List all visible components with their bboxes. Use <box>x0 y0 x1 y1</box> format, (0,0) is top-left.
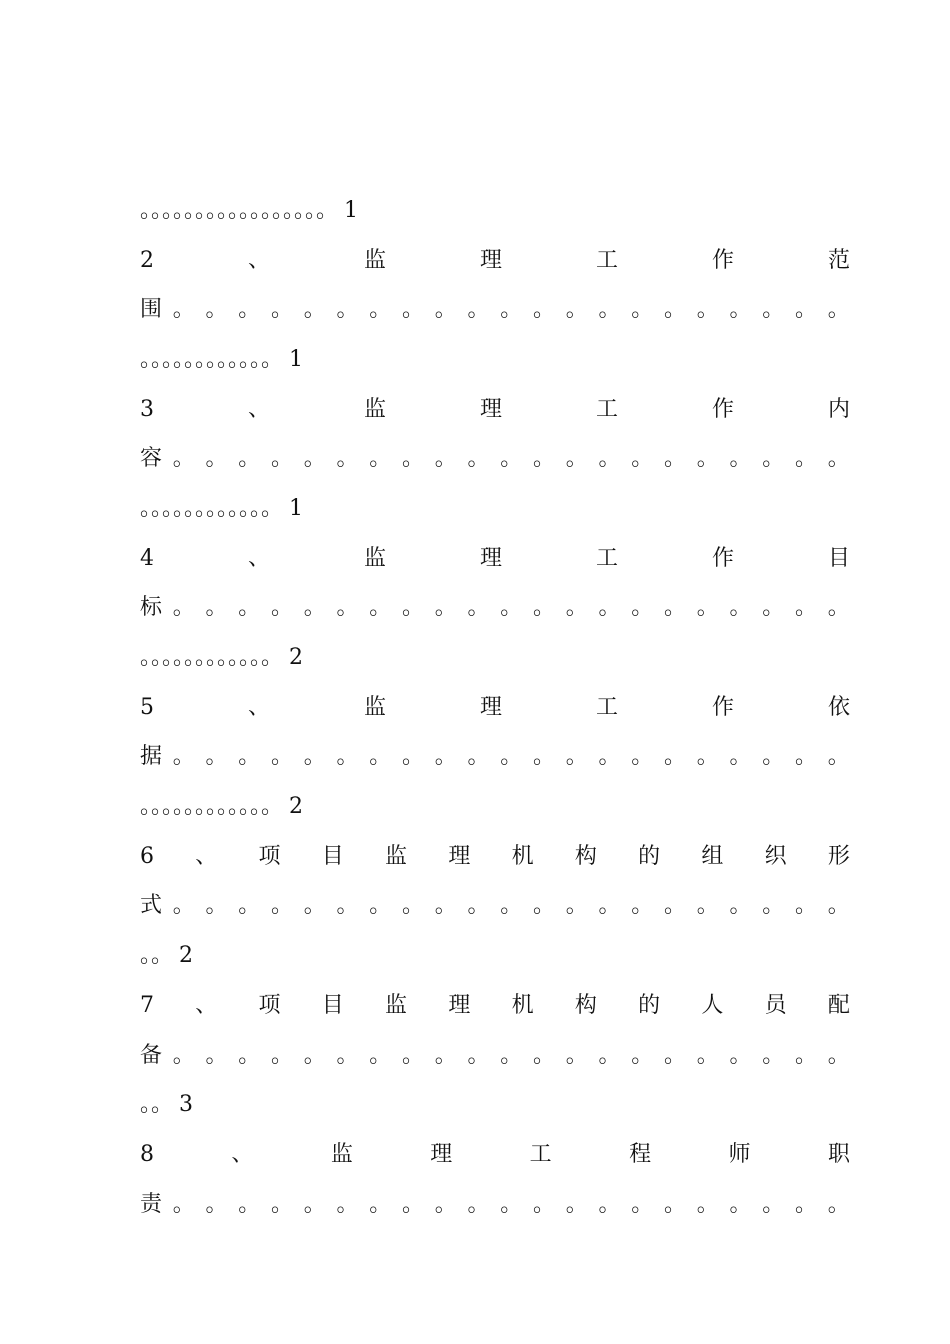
toc-leader-dot: 。 <box>336 744 359 770</box>
toc-entry-title-char: 备 <box>140 1042 163 1068</box>
toc-entry-number: 8 <box>140 1141 154 1167</box>
toc-leader-dot: 。 <box>500 595 523 621</box>
toc-entry-title-line <box>140 1130 850 1180</box>
toc-leader-dot: 。 <box>598 1042 621 1068</box>
toc-leader-dot: 。 <box>533 1191 556 1217</box>
toc-entry-title-char: 员 <box>764 992 787 1018</box>
toc-leader-dot: 。 <box>729 1042 752 1068</box>
toc-leader-dot: 。 <box>238 446 261 472</box>
toc-entry-title-char: 人 <box>701 992 724 1018</box>
toc-entry-title-char: 理 <box>479 545 502 571</box>
toc-page-number: 3 <box>179 1092 194 1118</box>
toc-leader-dot: 。 <box>205 1191 228 1217</box>
toc-leader-dot: 。 <box>565 1191 588 1217</box>
toc-leader-dot: 。 <box>729 1191 752 1217</box>
toc-leader-dot: 。 <box>500 1191 523 1217</box>
toc-leader-dot: 。 <box>467 446 490 472</box>
toc-leader-dot: 。 <box>336 893 359 919</box>
toc-entry-title-char: 理 <box>448 992 471 1018</box>
toc-entry-title-char: 机 <box>511 992 534 1018</box>
toc-page-number: 1 <box>344 197 359 223</box>
toc-leader-dot: 。 <box>369 595 392 621</box>
toc-leader-dot: 。 <box>533 893 556 919</box>
toc-leader-dot: 。 <box>303 595 326 621</box>
toc-leader-dot: 。 <box>271 744 294 770</box>
toc-entry-title-char: 容 <box>140 446 163 472</box>
toc-entry-title-char: 式 <box>140 893 163 919</box>
toc-leader-dot: 。 <box>500 446 523 472</box>
toc-leader-dot: 。 <box>598 297 621 323</box>
toc-leader-dot: 。 <box>631 446 654 472</box>
toc-entry-title-char: 监 <box>330 1141 353 1167</box>
toc-leader-dot: 。 <box>271 1191 294 1217</box>
toc-entry-title-char: 标 <box>140 595 163 621</box>
toc-page-number: 2 <box>289 645 304 671</box>
toc-leader-dot: 。 <box>696 297 719 323</box>
toc-entry-title-char: 构 <box>574 992 597 1018</box>
toc-leader-dot: 。 <box>565 595 588 621</box>
toc-page-number: 2 <box>289 794 304 820</box>
toc-leader-dot: 。 <box>565 744 588 770</box>
toc-leader-dot: 。 <box>696 893 719 919</box>
toc-leader-dot: 。 <box>336 297 359 323</box>
toc-leader-dot: 。 <box>402 297 425 323</box>
toc-entry-title-char: 监 <box>363 247 386 273</box>
toc-leader-dot: 。 <box>795 595 818 621</box>
toc-leader-dot: 。 <box>729 446 752 472</box>
toc-leader-dot: 。 <box>434 297 457 323</box>
toc-leader-dot: 。 <box>205 446 228 472</box>
toc-leader-dot: 。 <box>238 1191 261 1217</box>
toc-leader-dot: 。 <box>467 744 490 770</box>
toc-entry-title-char: 监 <box>385 992 408 1018</box>
toc-leader-dot: 。 <box>205 744 228 770</box>
toc-leader-dot: 。 <box>172 744 195 770</box>
toc-entry-page-line <box>140 633 850 683</box>
toc-leader-dot: 。 <box>369 893 392 919</box>
toc-entry-leader-line <box>140 733 850 783</box>
toc-entry-page-line <box>140 186 850 236</box>
toc-leader-dot: 。 <box>696 744 719 770</box>
toc-leader-dot: 。 <box>402 1191 425 1217</box>
toc-leader-dot: 。 <box>172 893 195 919</box>
toc-leader-dot: 。 <box>434 1191 457 1217</box>
toc-leader-dot: 。 <box>631 893 654 919</box>
toc-entry-page-line <box>140 1080 850 1130</box>
toc-leader-dot: 。 <box>271 446 294 472</box>
toc-leader-dot: 。 <box>336 1042 359 1068</box>
toc-entry-title-char: 理 <box>448 843 471 869</box>
toc-leader-dot: 。 <box>238 744 261 770</box>
toc-entry-title-line <box>140 385 850 435</box>
toc-entry-title-char: 目 <box>321 843 344 869</box>
table-of-contents <box>140 186 850 1229</box>
toc-leader-dot: 。 <box>762 297 785 323</box>
toc-entry-leader-line <box>140 1031 850 1081</box>
toc-entry-title-char: 工 <box>595 694 618 720</box>
toc-leader-dot: 。 <box>500 744 523 770</box>
toc-page-number: 1 <box>289 346 304 372</box>
toc-leader-dot: 。 <box>729 595 752 621</box>
toc-leader-dot: 。 <box>565 297 588 323</box>
toc-leader-dot: 。 <box>467 893 490 919</box>
toc-leader-dot: 。 <box>303 297 326 323</box>
toc-entry-page-line <box>140 335 850 385</box>
toc-leader-dots: 。。。。。。。。。。。。 <box>140 346 284 372</box>
toc-leader-dot: 。 <box>271 297 294 323</box>
toc-leader-dot: 。 <box>565 893 588 919</box>
toc-leader-dot: 。 <box>795 446 818 472</box>
toc-entry-title-char: 构 <box>574 843 597 869</box>
toc-leader-dot: 。 <box>303 893 326 919</box>
toc-leader-dot: 。 <box>336 446 359 472</box>
toc-leader-dot: 。 <box>533 446 556 472</box>
toc-entry-title-char: 工 <box>595 396 618 422</box>
toc-leader-dot: 。 <box>271 1042 294 1068</box>
toc-leader-dot: 。 <box>729 893 752 919</box>
toc-entry-title-char: 、 <box>247 694 270 720</box>
toc-entry-title-char: 组 <box>701 843 724 869</box>
toc-leader-dot: 。 <box>369 1191 392 1217</box>
toc-leader-dot: 。 <box>664 595 687 621</box>
toc-leader-dot: 。 <box>795 297 818 323</box>
toc-entry-title-char: 理 <box>479 694 502 720</box>
toc-leader-dot: 。 <box>631 744 654 770</box>
toc-entry-title-char: 织 <box>764 843 787 869</box>
toc-leader-dot: 。 <box>434 595 457 621</box>
toc-leader-dot: 。 <box>467 297 490 323</box>
toc-leader-dot: 。 <box>303 1191 326 1217</box>
toc-leader-dot: 。 <box>238 1042 261 1068</box>
toc-leader-dot: 。 <box>500 297 523 323</box>
toc-entry-title-char: 、 <box>195 843 218 869</box>
toc-leader-dot: 。 <box>402 893 425 919</box>
toc-entry-title-char: 师 <box>728 1141 751 1167</box>
toc-leader-dot: 。 <box>827 893 850 919</box>
toc-entry-title-line <box>140 832 850 882</box>
toc-entry-title-char: 工 <box>529 1141 552 1167</box>
toc-entry-page-line <box>140 484 850 534</box>
toc-leader-dot: 。 <box>664 297 687 323</box>
toc-entry-title-char: 理 <box>430 1141 453 1167</box>
toc-entry-title-char: 作 <box>711 545 734 571</box>
toc-leader-dot: 。 <box>631 1042 654 1068</box>
toc-leader-dot: 。 <box>598 1191 621 1217</box>
toc-leader-dot: 。 <box>172 595 195 621</box>
toc-entry-title-char: 、 <box>247 545 270 571</box>
toc-entry-number: 6 <box>140 843 154 869</box>
toc-leader-dot: 。 <box>598 595 621 621</box>
toc-entry-title-char: 职 <box>827 1141 850 1167</box>
toc-entry-title-char: 责 <box>140 1191 163 1217</box>
toc-entry-title-char: 工 <box>595 545 618 571</box>
toc-leader-dot: 。 <box>205 595 228 621</box>
toc-entry-title-line <box>140 236 850 286</box>
toc-leader-dots: 。。。。。。。。。。。。 <box>140 495 284 521</box>
toc-leader-dot: 。 <box>696 595 719 621</box>
toc-leader-dots: 。。 <box>140 1092 174 1118</box>
toc-leader-dot: 。 <box>369 744 392 770</box>
toc-leader-dot: 。 <box>565 1042 588 1068</box>
toc-leader-dot: 。 <box>434 893 457 919</box>
toc-leader-dot: 。 <box>402 1042 425 1068</box>
toc-leader-dot: 。 <box>696 446 719 472</box>
toc-entry-title-char: 的 <box>638 992 661 1018</box>
toc-leader-dot: 。 <box>402 446 425 472</box>
toc-leader-dots: 。。。。。。。。。。。。 <box>140 794 284 820</box>
toc-entry-leader-line <box>140 882 850 932</box>
toc-leader-dot: 。 <box>369 1042 392 1068</box>
toc-entry-title-char: 理 <box>479 396 502 422</box>
toc-leader-dot: 。 <box>598 893 621 919</box>
toc-leader-dot: 。 <box>172 1042 195 1068</box>
toc-leader-dot: 。 <box>664 744 687 770</box>
toc-leader-dot: 。 <box>533 1042 556 1068</box>
toc-leader-dots: 。。 <box>140 943 174 969</box>
toc-leader-dot: 。 <box>827 1191 850 1217</box>
toc-leader-dot: 。 <box>762 446 785 472</box>
toc-leader-dot: 。 <box>827 744 850 770</box>
toc-entry-title-char: 、 <box>195 992 218 1018</box>
toc-leader-dots: 。。。。。。。。。。。。 <box>140 645 284 671</box>
toc-leader-dot: 。 <box>533 744 556 770</box>
toc-leader-dot: 。 <box>795 744 818 770</box>
toc-leader-dot: 。 <box>434 446 457 472</box>
toc-leader-dot: 。 <box>631 1191 654 1217</box>
toc-entry-title-char: 、 <box>231 1141 254 1167</box>
toc-entry-title-char: 作 <box>711 247 734 273</box>
toc-leader-dot: 。 <box>696 1042 719 1068</box>
toc-entry-number: 4 <box>140 545 154 571</box>
toc-entry-number: 5 <box>140 694 154 720</box>
toc-leader-dot: 。 <box>664 893 687 919</box>
toc-leader-dot: 。 <box>696 1191 719 1217</box>
toc-entry-number: 2 <box>140 247 154 273</box>
toc-leader-dot: 。 <box>500 1042 523 1068</box>
toc-entry-title-char: 监 <box>385 843 408 869</box>
toc-leader-dot: 。 <box>533 297 556 323</box>
toc-leader-dot: 。 <box>369 446 392 472</box>
toc-leader-dot: 。 <box>598 744 621 770</box>
toc-leader-dot: 。 <box>434 744 457 770</box>
toc-entry-leader-line <box>140 434 850 484</box>
toc-entry-title-line <box>140 683 850 733</box>
toc-leader-dot: 。 <box>303 1042 326 1068</box>
toc-leader-dot: 。 <box>795 1042 818 1068</box>
toc-leader-dot: 。 <box>238 893 261 919</box>
toc-leader-dot: 。 <box>827 1042 850 1068</box>
toc-leader-dot: 。 <box>303 744 326 770</box>
toc-entry-title-char: 程 <box>629 1141 652 1167</box>
toc-leader-dots: 。。。。。。。。。。。。。。。。。 <box>140 197 339 223</box>
toc-leader-dot: 。 <box>762 1191 785 1217</box>
toc-entry-page-line <box>140 931 850 981</box>
toc-leader-dot: 。 <box>533 595 556 621</box>
toc-leader-dot: 。 <box>402 595 425 621</box>
toc-entry-page-line <box>140 782 850 832</box>
toc-entry-leader-line <box>140 1180 850 1230</box>
toc-leader-dot: 。 <box>467 595 490 621</box>
toc-entry-title-char: 范 <box>827 247 850 273</box>
toc-page-number: 1 <box>289 495 304 521</box>
toc-page-number: 2 <box>179 943 194 969</box>
toc-leader-dot: 。 <box>467 1042 490 1068</box>
toc-entry-title-char: 作 <box>711 396 734 422</box>
toc-entry-title-char: 目 <box>827 545 850 571</box>
toc-leader-dot: 。 <box>762 1042 785 1068</box>
toc-leader-dot: 。 <box>336 1191 359 1217</box>
toc-entry-title-char: 目 <box>321 992 344 1018</box>
toc-entry-title-char: 作 <box>711 694 734 720</box>
toc-leader-dot: 。 <box>500 893 523 919</box>
toc-entry-number: 7 <box>140 992 154 1018</box>
toc-entry-title-char: 项 <box>258 843 281 869</box>
toc-entry-title-char: 工 <box>595 247 618 273</box>
toc-leader-dot: 。 <box>598 446 621 472</box>
toc-leader-dot: 。 <box>369 297 392 323</box>
toc-leader-dot: 。 <box>827 595 850 621</box>
toc-leader-dot: 。 <box>271 595 294 621</box>
toc-entry-title-char: 、 <box>247 396 270 422</box>
toc-entry-leader-line <box>140 285 850 335</box>
toc-leader-dot: 。 <box>729 297 752 323</box>
toc-leader-dot: 。 <box>238 297 261 323</box>
toc-entry-title-char: 、 <box>247 247 270 273</box>
toc-leader-dot: 。 <box>336 595 359 621</box>
toc-entry-title-char: 形 <box>827 843 850 869</box>
toc-leader-dot: 。 <box>172 297 195 323</box>
toc-entry-title-char: 机 <box>511 843 534 869</box>
toc-leader-dot: 。 <box>565 446 588 472</box>
toc-leader-dot: 。 <box>172 1191 195 1217</box>
toc-leader-dot: 。 <box>303 446 326 472</box>
toc-leader-dot: 。 <box>664 1042 687 1068</box>
toc-leader-dot: 。 <box>205 297 228 323</box>
toc-leader-dot: 。 <box>205 893 228 919</box>
toc-leader-dot: 。 <box>664 1191 687 1217</box>
toc-leader-dot: 。 <box>205 1042 228 1068</box>
toc-entry-title-line <box>140 534 850 584</box>
toc-entry-leader-line <box>140 584 850 634</box>
toc-entry-title-char: 内 <box>827 396 850 422</box>
toc-entry-title-char: 据 <box>140 744 163 770</box>
toc-leader-dot: 。 <box>795 893 818 919</box>
toc-entry-title-char: 围 <box>140 297 163 323</box>
toc-entry-title-char: 理 <box>479 247 502 273</box>
toc-leader-dot: 。 <box>762 893 785 919</box>
toc-entry-title-char: 监 <box>363 396 386 422</box>
toc-leader-dot: 。 <box>827 297 850 323</box>
toc-entry-title-line <box>140 981 850 1031</box>
toc-leader-dot: 。 <box>434 1042 457 1068</box>
toc-leader-dot: 。 <box>827 446 850 472</box>
toc-entry-title-char: 项 <box>258 992 281 1018</box>
toc-entry-number: 3 <box>140 396 154 422</box>
toc-leader-dot: 。 <box>729 744 752 770</box>
toc-leader-dot: 。 <box>762 744 785 770</box>
toc-leader-dot: 。 <box>271 893 294 919</box>
toc-leader-dot: 。 <box>238 595 261 621</box>
toc-entry-title-char: 监 <box>363 694 386 720</box>
toc-leader-dot: 。 <box>795 1191 818 1217</box>
toc-entry-title-char: 配 <box>827 992 850 1018</box>
toc-leader-dot: 。 <box>467 1191 490 1217</box>
toc-leader-dot: 。 <box>402 744 425 770</box>
toc-leader-dot: 。 <box>762 595 785 621</box>
toc-leader-dot: 。 <box>664 446 687 472</box>
toc-entry-title-char: 的 <box>638 843 661 869</box>
toc-leader-dot: 。 <box>631 297 654 323</box>
toc-leader-dot: 。 <box>631 595 654 621</box>
toc-entry-title-char: 监 <box>363 545 386 571</box>
toc-entry-title-char: 依 <box>827 694 850 720</box>
toc-leader-dot: 。 <box>172 446 195 472</box>
